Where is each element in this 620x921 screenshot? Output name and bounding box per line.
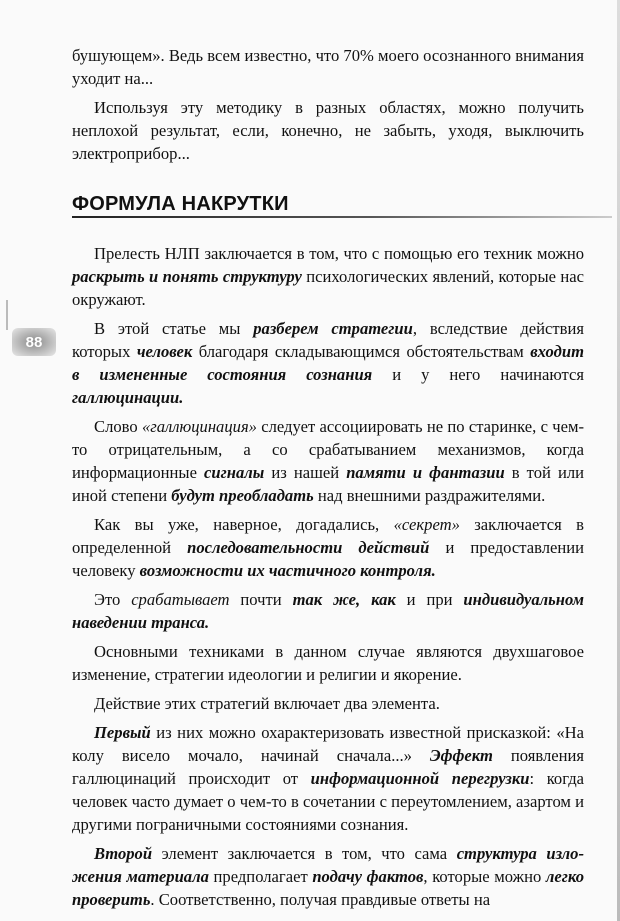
emphasis: раскрыть и понять структуру (72, 267, 302, 286)
text-run: в той или иной степени (72, 463, 584, 505)
text-run: и у него начинаются (372, 365, 585, 384)
text-run: и предоставлении человеку (72, 538, 584, 580)
paragraph (72, 842, 584, 911)
paragraph (72, 317, 584, 409)
emphasis: Второй (94, 844, 153, 863)
emphasis: последовательности действий (187, 538, 430, 557)
paragraph: бушующем». Ведь всем известно, что 70% моего осознанного внимания уходит на... (72, 46, 584, 88)
text-run: из нашей (264, 463, 347, 482)
text-run: заключается в определенной (72, 515, 584, 557)
emphasis: подачу фактов (312, 867, 424, 886)
text-run: следует ассоциировать не по старинке, с чем-то отрицательным, а со срабатыванием механизмов, когда информационные (72, 417, 584, 482)
margin-mark (6, 300, 8, 330)
paragraph (72, 588, 584, 634)
paragraph (72, 513, 584, 582)
emphasis: Первый (94, 723, 151, 742)
emphasis: входит в измененные состояния сознания (72, 342, 584, 384)
text-run: элемент заключается в том, что сама (152, 844, 457, 863)
paragraph: Используя эту методику в разных областях, можно получить неплохой результат, если, конечно, не забыть, уходя, выключить электроприбор... (72, 98, 584, 163)
emphasis: так же, как (292, 590, 396, 609)
text-run: и при (395, 590, 464, 609)
italic: «галлюцинация» (141, 417, 257, 436)
text-run: появления галлюцинаций происходит от (72, 746, 584, 788)
emphasis: памяти и фантазии (346, 463, 505, 482)
text-run: из них можно охарактеризовать известной присказкой: «На колу висело мочало, начинай сначала...» (72, 723, 584, 765)
emphasis: сигналы (204, 463, 265, 482)
paragraph: Основными техниками в данном случае являются двухшаговое изменение, стратегии идеологии и религии и якорение. (72, 642, 584, 684)
emphasis: галлюцинации. (72, 388, 184, 407)
text-run: : когда человек часто думает о чем-то в сочетании с переутомлением, азартом и другими пограничными состояниями сознания. (72, 769, 584, 834)
text-run: над внешними раздражителями. (313, 486, 546, 505)
paragraph (72, 242, 584, 311)
text-run: почти (229, 590, 293, 609)
emphasis: человек (136, 342, 193, 361)
text-run: , вследствие действия которых (72, 319, 584, 361)
body-text-block (72, 242, 584, 911)
text-run: Прелесть НЛП заключается в том, что с помощью его техник можно (94, 244, 584, 263)
emphasis: наведении транса. (72, 613, 210, 632)
emphasis: информационной перегрузки (310, 769, 530, 788)
text-run: психологических явлений, которые нас окружают. (72, 267, 584, 309)
text-run: , которые можно (423, 867, 546, 886)
emphasis: Эффект (429, 746, 493, 765)
section-title: ФОРМУЛА НАКРУТКИ (72, 193, 289, 215)
italic: срабатывает (131, 590, 230, 609)
text-run: благодаря складывающимся обстоятельствам (192, 342, 531, 361)
text-run: Как вы уже, наверное, догадались, (94, 515, 394, 534)
emphasis: индивидуальном (463, 590, 584, 609)
emphasis: разберем стратегии (253, 319, 413, 338)
page-number-badge (12, 328, 56, 356)
title-underline (72, 216, 612, 218)
paragraph (72, 415, 584, 507)
text-run: Это (94, 590, 132, 609)
italic: «секрет» (393, 515, 460, 534)
text-run: В этой статье мы (94, 319, 254, 338)
text-run: предполагает (208, 867, 313, 886)
text-run: . Соответственно, получая правдивые ответы на (150, 890, 491, 909)
paragraph (72, 721, 584, 836)
text-run: Слово (94, 417, 142, 436)
emphasis: легко проверить (72, 867, 584, 909)
page-number: 88 (25, 333, 43, 351)
paragraph: Действие этих стратегий включает два элемента. (94, 694, 440, 713)
top-text-block (72, 44, 584, 165)
emphasis: возможности их частичного контроля. (139, 561, 436, 580)
emphasis: структура изложения материала (72, 844, 584, 886)
emphasis: будут преобладать (171, 486, 314, 505)
